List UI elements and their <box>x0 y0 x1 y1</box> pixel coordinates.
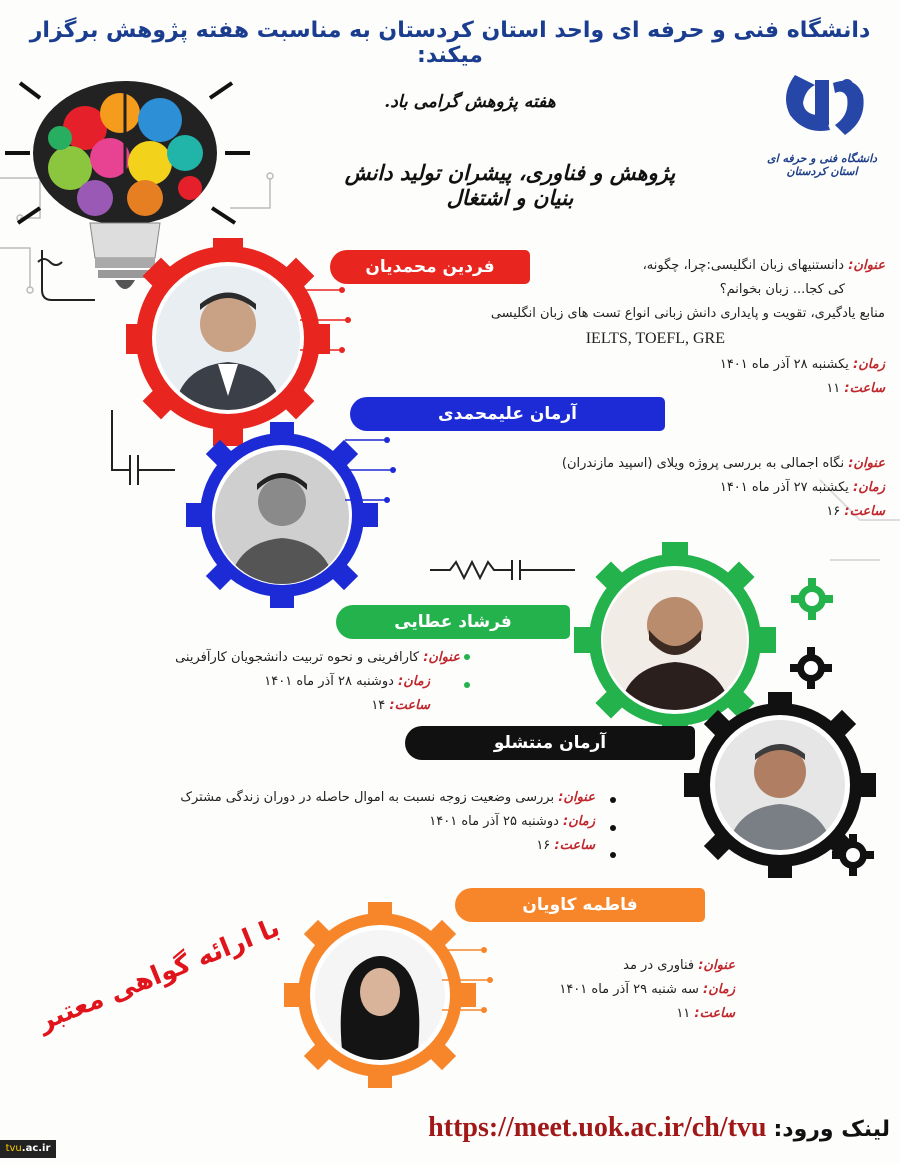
site-name: tvu <box>5 1143 22 1154</box>
talk-title-line: IELTS, TOEFL, GRE <box>585 330 725 347</box>
hour-label: ساعت: <box>389 698 430 713</box>
time-label: زمان: <box>398 674 430 689</box>
hour-value: ۱۴ <box>371 698 386 713</box>
person-icon <box>156 266 300 410</box>
small-gear-icon <box>788 645 834 691</box>
speaker-4-name-banner: آرمان منتشلو <box>405 726 695 760</box>
join-link-label: لینک ورود: <box>773 1117 890 1142</box>
hour-label: ساعت: <box>844 381 885 396</box>
speaker-5-name-banner: فاطمه کاویان <box>455 888 705 922</box>
poster-title: دانشگاه فنی و حرفه ای واحد استان کردستان به مناسبت هفته پژوهش برگزار میکند: <box>29 18 871 68</box>
talk-title-line: منابع یادگیری، تقویت و پایداری دانش زبانی انواع تست های زبان انگلیسی <box>490 306 885 321</box>
connector-dots-icon <box>452 645 482 720</box>
speaker-1-photo <box>156 266 300 410</box>
time-label: زمان: <box>853 357 885 372</box>
speaker-3-info <box>60 650 460 722</box>
time-value: دوشنبه ۲۸ آذر ماه ۱۴۰۱ <box>264 674 394 689</box>
speaker-3-name-banner: فرشاد عطایی <box>336 605 570 639</box>
time-value: دوشنبه ۲۵ آذر ماه ۱۴۰۱ <box>429 814 559 829</box>
speaker-2-info <box>400 456 885 528</box>
speaker-5-info <box>500 958 735 1030</box>
speaker-1-info <box>360 258 885 405</box>
hour-value: ۱۱ <box>826 381 841 396</box>
talk-title-line: کی کجا... زبان بخوانم؟ <box>719 282 845 297</box>
speaker-5-photo <box>315 930 445 1060</box>
hour-label: ساعت: <box>844 504 885 519</box>
hour-value: ۱۶ <box>826 504 841 519</box>
title-label: عنوان: <box>848 456 885 471</box>
connector-dots-icon <box>300 280 360 370</box>
small-gear-icon <box>782 578 842 620</box>
small-gear-icon <box>830 832 876 878</box>
connector-dots-icon <box>345 430 405 520</box>
speaker-3-photo <box>603 570 747 710</box>
certificate-notice: با ارائه گواهی معتبر <box>33 912 285 1038</box>
talk-title-line: نگاه اجمالی به بررسی پروژه ویلای (اسپید مازندران) <box>561 456 845 471</box>
person-icon <box>603 570 747 710</box>
speaker-1-name-banner: فردین محمدیان <box>330 250 530 284</box>
talk-title-line: فناوری در مد <box>623 958 695 973</box>
time-label: زمان: <box>853 480 885 495</box>
site-domain: .ac.ir <box>21 1143 51 1154</box>
time-value: سه شنبه ۲۹ آذر ماه ۱۴۰۱ <box>559 982 699 997</box>
slogan-line-1: هفته پژوهش گرامی باد. <box>384 92 556 112</box>
join-link-row <box>280 1112 890 1144</box>
person-icon <box>715 720 845 850</box>
talk-title-line: کارافرینی و نحوه تربیت دانشجویان کارآفرینی <box>175 650 420 665</box>
time-value: یکشنبه ۲۷ آذر ماه ۱۴۰۱ <box>719 480 849 495</box>
connector-dots-icon <box>598 770 628 870</box>
site-watermark <box>0 1140 56 1158</box>
speaker-4-photo <box>715 720 845 850</box>
time-label: زمان: <box>703 982 735 997</box>
speaker-2-name-banner: آرمان علیمحمدی <box>350 397 665 431</box>
time-value: یکشنبه ۲۸ آذر ماه ۱۴۰۱ <box>719 357 849 372</box>
talk-title-line: دانستنیهای زبان انگلیسی:چرا، چگونه، <box>642 258 845 273</box>
hour-label: ساعت: <box>554 838 595 853</box>
person-icon <box>215 450 349 584</box>
join-link-url[interactable]: https://meet.uok.ac.ir/ch/tvu <box>428 1112 767 1143</box>
talk-title-line: بررسی وضعیت زوجه نسبت به اموال حاصله در دوران زندگی مشترک <box>180 790 555 805</box>
speaker-2-photo <box>215 450 349 584</box>
title-label: عنوان: <box>423 650 460 665</box>
title-label: عنوان: <box>848 258 885 273</box>
title-label: عنوان: <box>698 958 735 973</box>
connector-dots-icon <box>442 940 502 1030</box>
person-icon <box>315 930 445 1060</box>
hour-label: ساعت: <box>694 1006 735 1021</box>
slogan-line-2: پژوهش و فناوری، پیشران تولید دانش بنیان و اشتغال <box>344 160 676 210</box>
speaker-4-info <box>50 790 595 862</box>
title-label: عنوان: <box>558 790 595 805</box>
hour-value: ۱۱ <box>676 1006 691 1021</box>
university-logo-caption: دانشگاه فنی و حرفه ای استان کردستان <box>766 152 878 178</box>
time-label: زمان: <box>563 814 595 829</box>
hour-value: ۱۶ <box>536 838 551 853</box>
